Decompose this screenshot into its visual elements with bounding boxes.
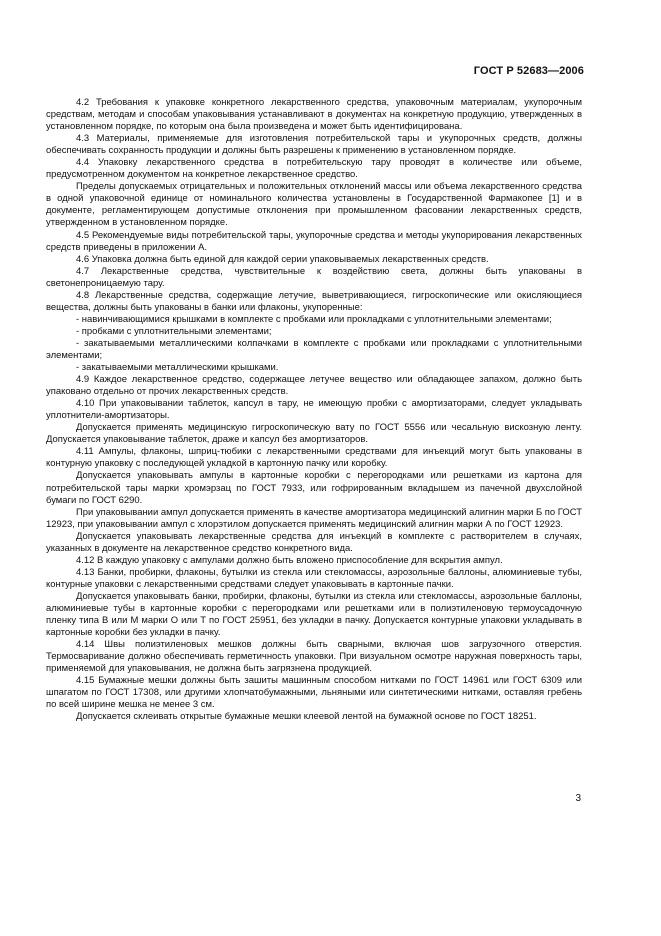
paragraph-4-12: 4.12 В каждую упаковку с ампулами должно быть вложено приспособление для вскрытия ампул. bbox=[76, 554, 503, 566]
paragraph-4-14: 4.14 Швы полиэтиленовых мешков должны быть сварными, включая шов загрузочного отверстия. Термосваривание должно обеспечивать герметичность упаковки. При визуальном осмотре наружная поверхность тары, применяемой для упаковывания, не должна быть загрязнена продукцией. bbox=[46, 639, 582, 675]
document-body bbox=[46, 97, 582, 723]
paragraph-4-2: 4.2 Требования к упаковке конкретного лекарственного средства, упаковочным материалам, укупорочным средствам, методам и способам упаковывания устанавливают в документах на конкретную продукцию, утвержденных в установленном порядке, по которым она была произведена и может быть идентифицирована. bbox=[46, 97, 582, 133]
paragraph-4-8: 4.8 Лекарственные средства, содержащие летучие, выветривающиеся, гигроскопические или окисляющиеся вещества, должны быть упакованы в банки или флаконы, укупоренные: bbox=[46, 289, 582, 313]
paragraph-4-3: 4.3 Материалы, применяемые для изготовления потребительской тары и укупорочных средств, должны обеспечивать сохранность продукции и должны быть разрешены к применению в установленном порядке. bbox=[46, 133, 582, 157]
list-item: - навинчивающимися крышками в комплекте с пробками или прокладками с уплотнительными элементами; bbox=[76, 313, 552, 325]
paragraph-4-15-glue: Допускается склеивать открытые бумажные мешки клеевой лентой на бумажной основе по ГОСТ 18251. bbox=[76, 711, 537, 723]
page-number: 3 bbox=[575, 793, 581, 804]
paragraph-4-9: 4.9 Каждое лекарственное средство, содержащее летучее вещество или обладающее запахом, должно быть упаковано отдельно от прочих лекарственных средств. bbox=[46, 374, 582, 398]
paragraph-4-5: 4.5 Рекомендуемые виды потребительской тары, укупорочные средства и методы укупорирования лекарственных средств приведены в приложении А. bbox=[46, 229, 582, 253]
list-item: - закатываемыми металлическими колпачками в комплекте с пробками или прокладками с уплотнительными элементами; bbox=[46, 337, 582, 361]
paragraph-4-10: 4.10 При упаковывании таблеток, капсул в тару, не имеющую пробки с амортизаторами, следует укладывать уплотнители-амортизаторы. bbox=[46, 398, 582, 422]
paragraph-4-7: 4.7 Лекарственные средства, чувствительные к воздействию света, должны быть упакованы в светонепроницаемую тару. bbox=[46, 265, 582, 289]
paragraph-4-6: 4.6 Упаковка должна быть единой для каждой серии упаковываемых лекарственных средств. bbox=[76, 253, 489, 265]
paragraph-4-10-allowed: Допускается применять медицинскую гигроскопическую вату по ГОСТ 5556 или чесальную вискозную ленту. Допускается упаковывание таблеток, драже и капсул без амортизаторов. bbox=[46, 422, 582, 446]
document-header: ГОСТ Р 52683—2006 bbox=[473, 65, 584, 77]
list-item: - пробками с уплотнительными элементами; bbox=[76, 325, 272, 337]
paragraph-4-15: 4.15 Бумажные мешки должны быть зашиты машинным способом нитками по ГОСТ 14961 или ГОСТ 6309 или шпагатом по ГОСТ 17308, или другими хлопчатобумажными, льняными или синтетическими нитками, оставляя гребень по всей ширине мешка не менее 3 см. bbox=[46, 675, 582, 711]
paragraph-4-11-alignin: При упаковывании ампул допускается применять в качестве амортизатора медицинский алигнин марки Б по ГОСТ 12923, при упаковывании ампул с хлорэтилом допускается применять медицинский алигнин марки А по ГОСТ 12923. bbox=[46, 506, 582, 530]
paragraph-4-11: 4.11 Ампулы, флаконы, шприц-тюбики с лекарственными средствами для инъекций могут быть упакованы в контурную упаковку с последующей укладкой в картонную пачку или коробку. bbox=[46, 446, 582, 470]
paragraph-4-4: 4.4 Упаковку лекарственного средства в потребительскую тару проводят в количестве или объеме, предусмотренном документом на конкретное лекарственное средство. bbox=[46, 157, 582, 181]
paragraph-4-13: 4.13 Банки, пробирки, флаконы, бутылки из стекла или стекломассы, аэрозольные баллоны, алюминиевые тубы, контурные упаковки с лекарственными средствами следует упаковывать в картонные пачки. bbox=[46, 566, 582, 590]
paragraph-4-11-solvent: Допускается упаковывать лекарственные средства для инъекций в комплекте с растворителем в случаях, указанных в документе на лекарственное средство конкретного вида. bbox=[46, 530, 582, 554]
paragraph-4-11-boxes: Допускается упаковывать ампулы в картонные коробки с перегородками или решетками из картона для потребительской тары марки хромэрзац по ГОСТ 7933, или гофрированным вкладышем из пачечной двухслойной бумаги по ГОСТ 6290. bbox=[46, 470, 582, 506]
paragraph-4-13-allowed: Допускается упаковывать банки, пробирки, флаконы, бутылки из стекла или стекломассы, аэрозольные баллоны, алюминиевые тубы в картонные коробки с перегородками или решетками или в полиэтиленовую термоусадочную пленку типа В или М марки О или Т по ГОСТ 25951, без укладки в пачку. Допускается контурные упаковки укладывать в картонные коробки без укладки в пачку. bbox=[46, 590, 582, 639]
paragraph-tolerances: Пределы допускаемых отрицательных и положительных отклонений массы или объема лекарственного средства в одной упаковочной единице от номинального количества установлены в Государственной Фармакопее [1] и в документе, регламентирующем допустимые отклонения при промышленном фасовании лекарственных средств, утвержденном в установленном порядке. bbox=[46, 181, 582, 229]
list-item: - закатываемыми металлическими крышками. bbox=[76, 362, 279, 374]
